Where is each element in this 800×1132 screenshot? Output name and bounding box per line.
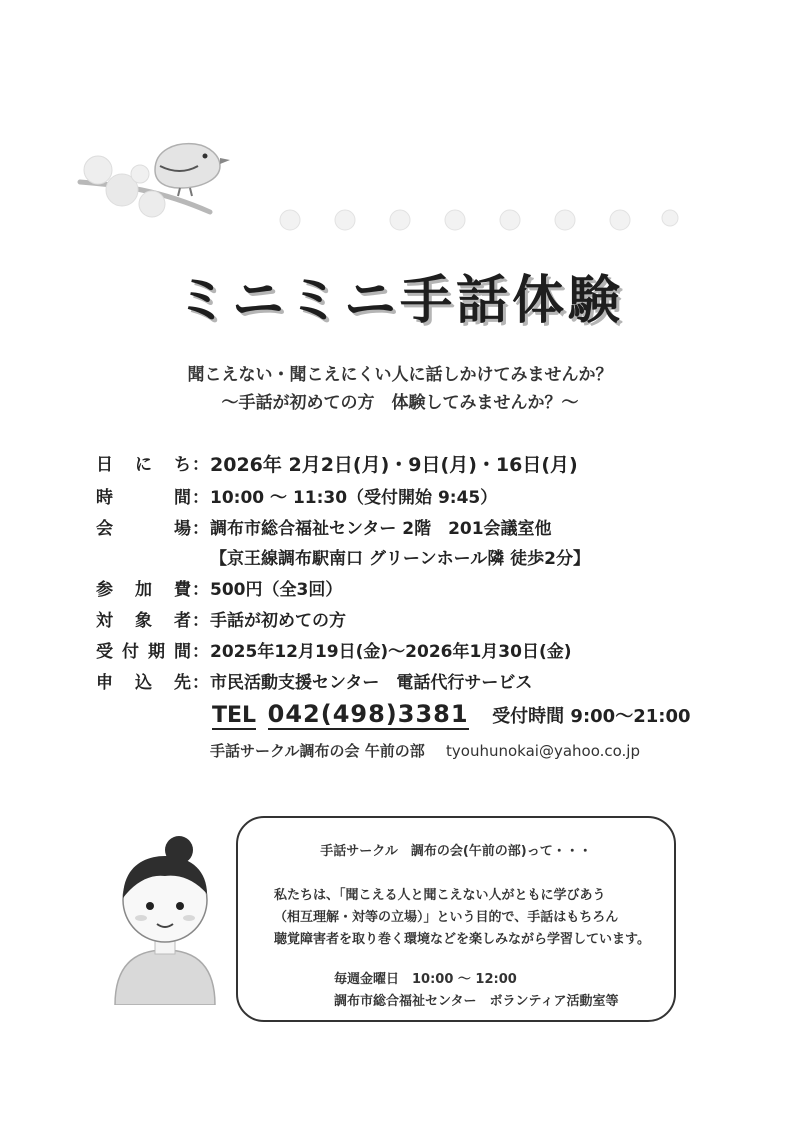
info-box-text: 私たちは、「聞こえる人と聞こえない人がともに学びあう <box>274 888 606 903</box>
fee-label: 参 加 費 <box>96 580 191 600</box>
info-box-text: 聴覚障害者を取り巻く環境などを楽しみながら学習しています。 <box>274 932 650 947</box>
organizer-email[interactable]: tyouhunokai@yahoo.co.jp <box>446 742 640 760</box>
tel-label: TEL <box>212 703 257 728</box>
colon: ： <box>192 580 209 600</box>
flower-border-icon <box>280 210 678 230</box>
target-value: 手話が初めての方 <box>210 611 346 631</box>
subtitle-invitation: ～手話が初めての方 体験してみませんか？～ <box>221 393 579 413</box>
phone-hours: 受付時間 9:00～21:00 <box>492 706 691 727</box>
venue-value: 調布市総合福祉センター 2階 201会議室他 <box>210 519 552 539</box>
time-label: 時 間 <box>96 488 191 508</box>
date-label: 日 に ち <box>96 455 191 475</box>
colon: ： <box>192 611 209 631</box>
time-value: 10:00 ～ 11:30（受付開始 9:45） <box>210 488 498 508</box>
colon: ： <box>192 673 209 693</box>
subtitle-question: 聞こえない・聞こえにくい人に話しかけてみませんか？ <box>187 365 613 385</box>
bird-icon <box>155 144 230 196</box>
venue-note: 【京王線調布駅南口 グリーンホール隣 徒歩2分】 <box>210 549 590 569</box>
colon: ： <box>192 488 209 508</box>
colon: ： <box>192 519 209 539</box>
phone-number[interactable]: 042(498)3381 <box>267 700 469 728</box>
page-title: ミニミニ手話体験 <box>175 271 624 331</box>
period-label: 受 付 期 間 <box>96 642 191 662</box>
info-box-text: （相互理解・対等の立場）」という目的で、手話はもちろん <box>274 910 619 925</box>
info-box-schedule: 毎週金曜日 10:00 ～ 12:00 <box>334 972 517 987</box>
info-box-title: 手話サークル 調布の会(午前の部)って・・・ <box>320 844 592 859</box>
bird-on-branch-illustration <box>60 130 680 240</box>
circle-info-box <box>236 816 676 1022</box>
contact-label: 申 込 先 <box>96 673 191 693</box>
phone-line <box>212 700 691 728</box>
date-value: 2026年 2月2日(月)・9日(月)・16日(月) <box>210 454 578 476</box>
organizer-name: 手話サークル調布の会 午前の部 <box>210 742 425 760</box>
colon: ： <box>192 455 209 475</box>
contact-value: 市民活動支援センター 電話代行サービス <box>210 673 533 693</box>
girl-illustration <box>95 830 235 1005</box>
info-box-location: 調布市総合福祉センター ボランティア活動室等 <box>334 994 619 1009</box>
organizer-line <box>210 740 640 761</box>
period-value: 2025年12月19日(金)～2026年1月30日(金) <box>210 642 572 662</box>
venue-label: 会 場 <box>96 519 191 539</box>
target-label: 対 象 者 <box>96 611 191 631</box>
fee-value: 500円（全3回） <box>210 580 343 600</box>
colon: ： <box>192 642 209 662</box>
